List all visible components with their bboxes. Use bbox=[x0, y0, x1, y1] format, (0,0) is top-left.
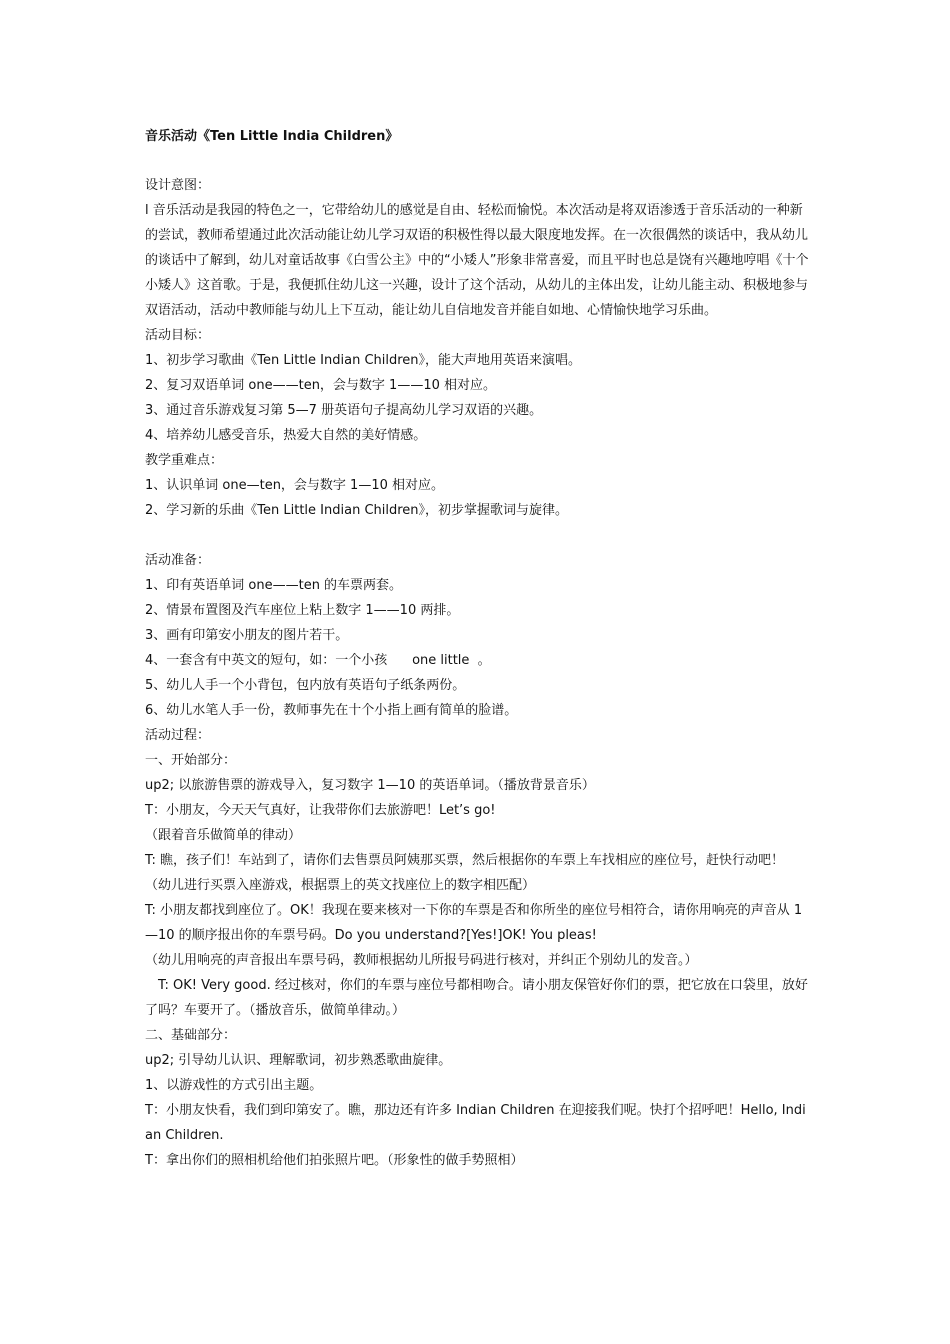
process-part2-heading: 二、基础部分： bbox=[145, 1028, 237, 1043]
process-line: T：小朋友快看，我们到印第安了。瞧，那边还有许多 Indian Children 在迎接我们呢。快打个招呼吧！Hello, Indian Children. bbox=[145, 1103, 806, 1143]
process-line: （幼儿进行买票入座游戏，根据票上的英文找座位上的数字相匹配） bbox=[145, 878, 536, 893]
goals-heading: 活动目标： bbox=[145, 328, 211, 343]
preparation-item: 2、情景布置图及汽车座位上粘上数字 1——10 两排。 bbox=[145, 603, 460, 618]
design-heading: 设计意图： bbox=[145, 178, 211, 193]
preparation-heading: 活动准备： bbox=[145, 553, 211, 568]
design-paragraph: l 音乐活动是我园的特色之一，它带给幼儿的感觉是自由、轻松而愉悦。本次活动是将双语渗透于音乐活动的一种新的尝试，教师希望通过此次活动能让幼儿学习双语的积极性得以最大限度地发挥。在一次很偶然的谈话中，我从幼儿的谈话中了解到，幼儿对童话故事《白雪公主》中的“小矮人”形象非常喜爱，而且平时也总是饶有兴趣地哼唱《十个小矮人》这首歌。于是，我便抓住幼儿这一兴趣，设计了这个活动，从幼儿的主体出发，让幼儿能主动、积极地参与双语活动，活动中教师能与幼儿上下互动，能让幼儿自信地发音并能自如地、心情愉快地学习乐曲。 bbox=[145, 203, 809, 318]
keypoint-item: 1、认识单词 one—ten，会与数字 1—10 相对应。 bbox=[145, 478, 445, 493]
preparation-item: 1、印有英语单词 one——ten 的车票两套。 bbox=[145, 578, 403, 593]
preparation-item: 3、画有印第安小朋友的图片若干。 bbox=[145, 628, 349, 643]
process-line: （幼儿用响亮的声音报出车票号码，教师根据幼儿所报号码进行核对，并纠正个别幼儿的发音。） bbox=[145, 953, 698, 968]
document-page bbox=[145, 124, 811, 1173]
process-line: T: 瞧，孩子们！车站到了，请你们去售票员阿姨那买票，然后根据你的车票上车找相应的座位号，赶快行动吧！ bbox=[145, 853, 785, 868]
process-line: （跟着音乐做简单的律动） bbox=[145, 828, 302, 843]
keypoint-item: 2、学习新的乐曲《Ten Little Indian Children》，初步掌握歌词与旋律。 bbox=[145, 503, 569, 518]
preparation-item: 5、幼儿人手一个小背包，包内放有英语句子纸条两份。 bbox=[145, 678, 466, 693]
process-line: T：小朋友，今天天气真好，让我带你们去旅游吧！Let’s go! bbox=[145, 803, 496, 818]
process-line: T: 小朋友都找到座位了。OK！我现在要来核对一下你的车票是否和你所坐的座位号相符合，请你用响亮的声音从 1—10 的顺序报出你的车票号码。Do you understand?[Yes!]OK! You pleas! bbox=[145, 903, 803, 943]
document-title: 音乐活动《Ten Little India Children》 bbox=[145, 129, 399, 144]
process-part1-heading: 一、开始部分： bbox=[145, 753, 237, 768]
preparation-item: 4、一套含有中英文的短句，如：一个小孩 one little 。 bbox=[145, 653, 491, 668]
process-line: up2; 引导幼儿认识、理解歌词，初步熟悉歌曲旋律。 bbox=[145, 1053, 452, 1068]
process-line: T：拿出你们的照相机给他们拍张照片吧。（形象性的做手势照相） bbox=[145, 1153, 524, 1168]
process-line: up2; 以旅游售票的游戏导入，复习数字 1—10 的英语单词。（播放背景音乐） bbox=[145, 778, 595, 793]
process-line: 1、以游戏性的方式引出主题。 bbox=[145, 1078, 323, 1093]
goal-item: 2、复习双语单词 one——ten，会与数字 1——10 相对应。 bbox=[145, 378, 497, 393]
keypoints-heading: 教学重难点： bbox=[145, 453, 224, 468]
goal-item: 3、通过音乐游戏复习第 5—7 册英语句子提高幼儿学习双语的兴趣。 bbox=[145, 403, 543, 418]
goal-item: 4、培养幼儿感受音乐，热爱大自然的美好情感。 bbox=[145, 428, 427, 443]
spacer bbox=[145, 523, 811, 548]
preparation-item: 6、幼儿水笔人手一份，教师事先在十个小指上画有简单的脸谱。 bbox=[145, 703, 518, 718]
process-heading: 活动过程： bbox=[145, 728, 211, 743]
process-line-indented: T: OK! Very good. 经过核对，你们的车票与座位号都相吻合。请小朋友保管好你们的票，把它放在口袋里，放好了吗？车要开了。（播放音乐，做简单律动。） bbox=[145, 978, 808, 1018]
goal-item: 1、初步学习歌曲《Ten Little Indian Children》，能大声地用英语来演唱。 bbox=[145, 353, 582, 368]
